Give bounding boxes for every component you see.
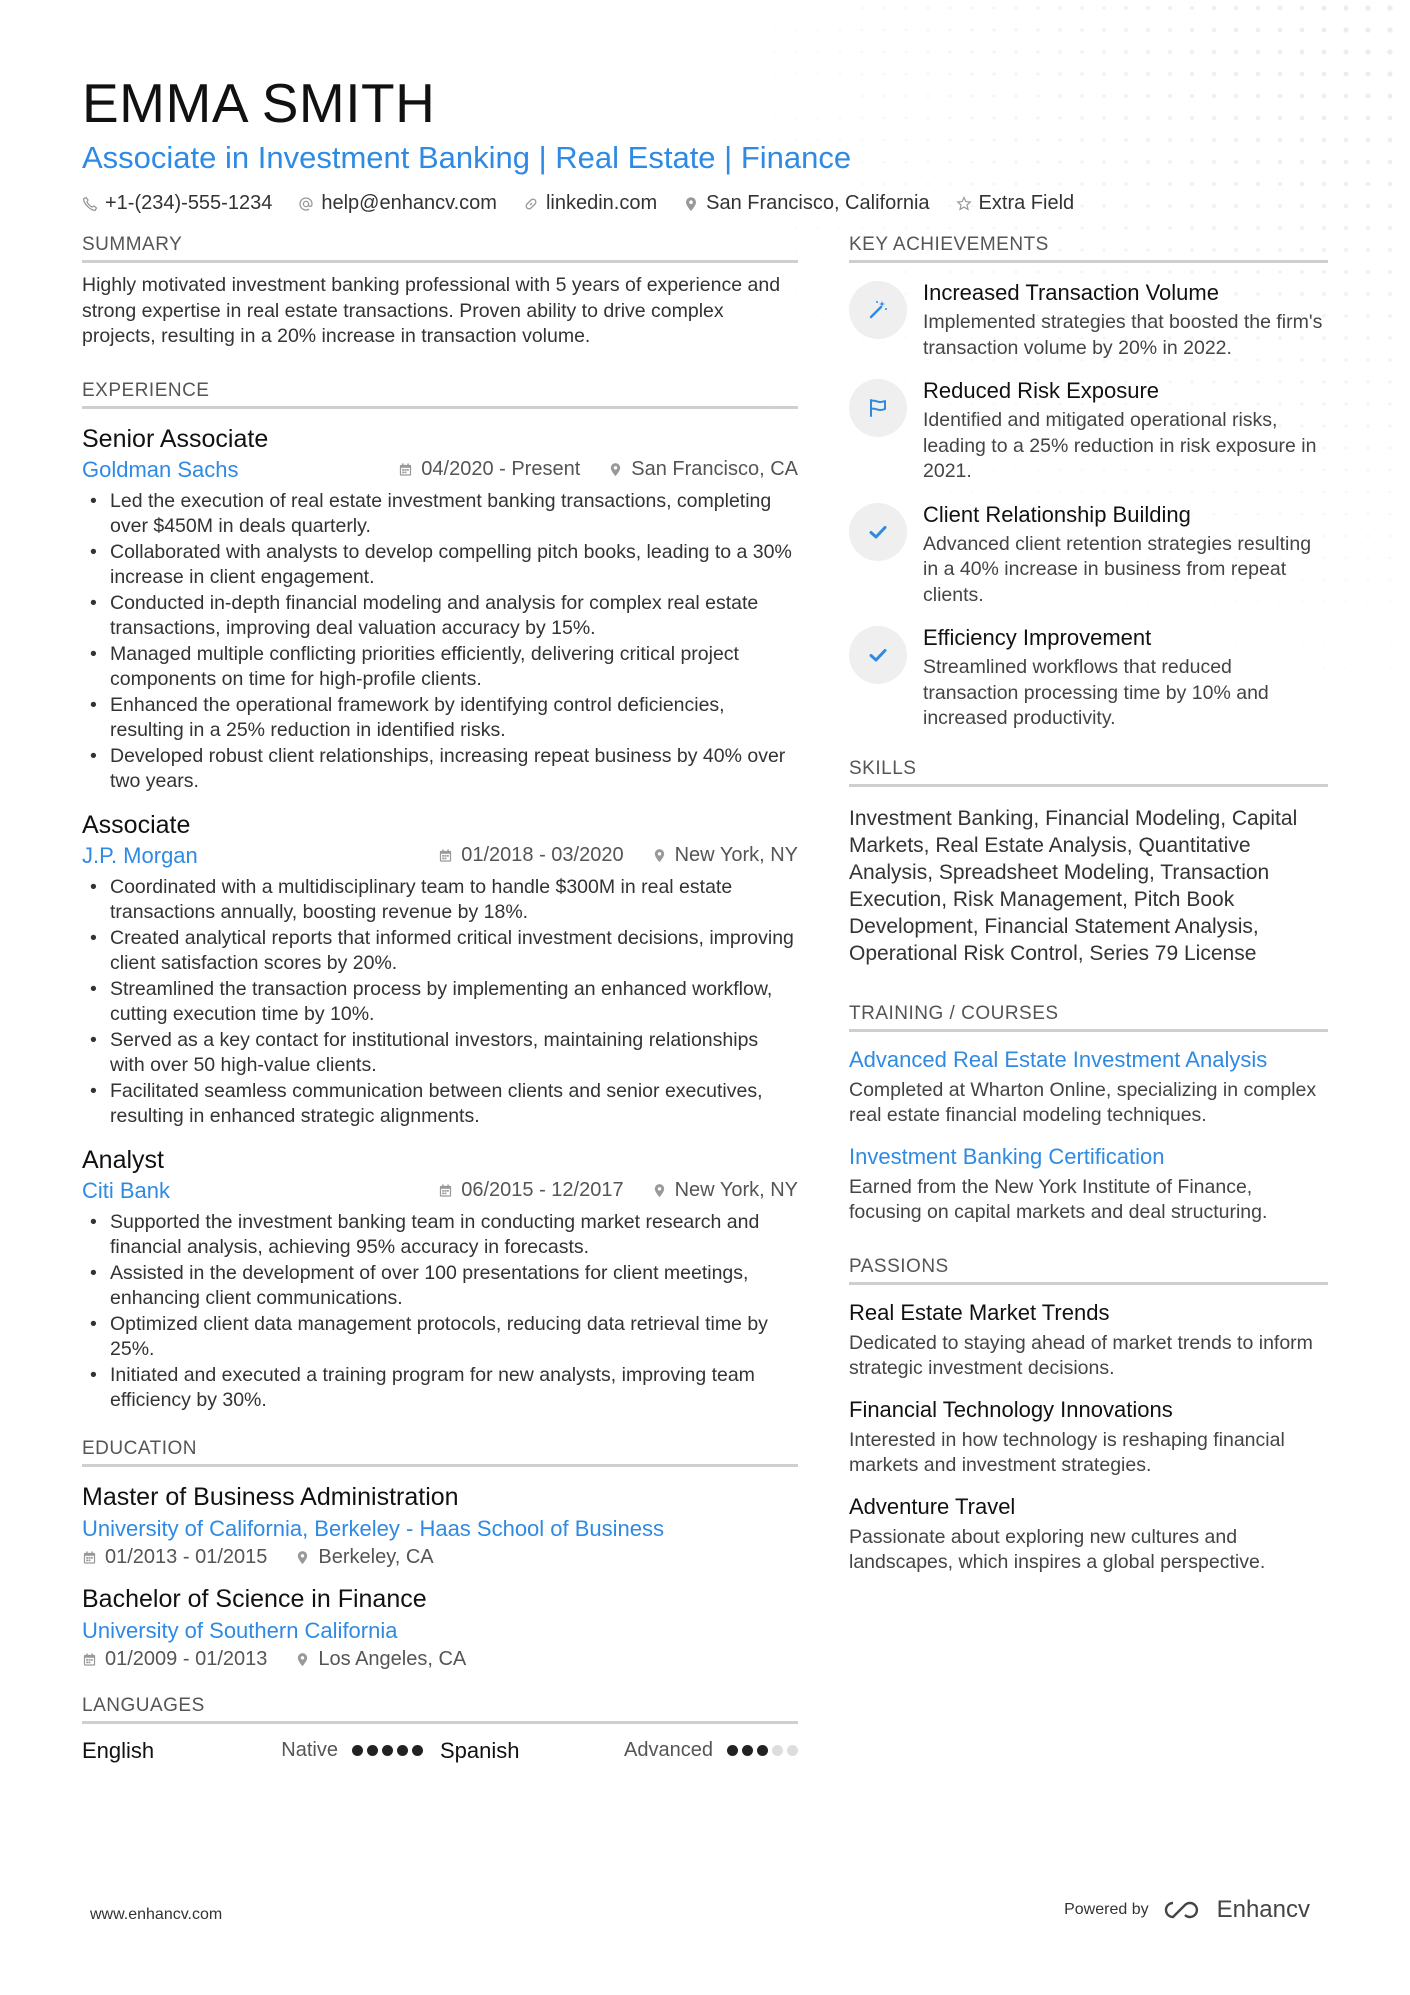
bullet-item: • Served as a key contact for institutional investors, maintaining relationships with over 50 high-value clients. [82, 1028, 798, 1079]
skills-section [849, 758, 1328, 967]
phone-icon [82, 196, 98, 212]
footer-website[interactable]: www.enhancv.com [90, 1906, 223, 1923]
passions-section [849, 1256, 1328, 1576]
course-item [849, 1046, 1328, 1129]
job-meta [82, 843, 798, 869]
experience-item [82, 1144, 798, 1414]
course-description: Completed at Wharton Online, specializing in complex real estate financial modeling techniques. [849, 1078, 1317, 1126]
education-location-text: Los Angeles, CA [318, 1647, 467, 1670]
education-location-text: Berkeley, CA [318, 1545, 434, 1568]
passion-title: Financial Technology Innovations [849, 1396, 1173, 1422]
job-location-text: New York, NY [674, 844, 798, 866]
language-name: Spanish [440, 1737, 520, 1763]
education-location [295, 1546, 433, 1569]
location-pin-icon [652, 1183, 667, 1198]
education-dates [82, 1546, 267, 1569]
section-title-languages: LANGUAGES [82, 1695, 798, 1724]
course-list [849, 1046, 1328, 1226]
achievement-body [923, 501, 1328, 609]
location-pin-icon [295, 1652, 310, 1667]
calendar-icon [82, 1550, 97, 1565]
education-item [82, 1481, 798, 1569]
achievement-icon-badge [849, 379, 907, 437]
job-meta [82, 1178, 798, 1204]
passion-list [849, 1299, 1328, 1576]
proficiency-dot [382, 1745, 393, 1756]
education-list [82, 1481, 798, 1671]
achievement-list [849, 279, 1328, 732]
proficiency-dots [727, 1745, 798, 1756]
job-dates [398, 458, 580, 481]
contact-phone[interactable]: +1-(234)-555-1234 [82, 192, 272, 215]
footer-powered-by [1064, 1896, 1310, 1924]
language-level: Native [281, 1739, 338, 1761]
language-list [82, 1738, 798, 1764]
achievement-item [849, 624, 1328, 732]
proficiency-dot [352, 1745, 363, 1756]
contact-linkedin[interactable]: linkedin.com [523, 192, 657, 215]
achievement-description: Identified and mitigated operational risks, leading to a 25% reduction in risk exposure in 2021. [923, 409, 1317, 482]
job-dates-text: 01/2018 - 03/2020 [461, 844, 624, 866]
achievement-description: Advanced client retention strategies resulting in a 40% increase in business from repeat clients. [923, 532, 1312, 606]
proficiency-dot [787, 1745, 798, 1756]
achievement-icon-badge [849, 503, 907, 561]
contact-extra: Extra Field [956, 192, 1075, 215]
enhancv-logo[interactable]: Enhancv [1163, 1896, 1310, 1924]
job-title: Associate [82, 810, 191, 839]
achievement-title: Efficiency Improvement [923, 625, 1152, 650]
company-name[interactable]: Citi Bank [82, 1177, 171, 1203]
education-location [295, 1648, 466, 1671]
bullet-item: • Initiated and executed a training program for new analysts, improving team efficiency by 30%. [82, 1363, 798, 1414]
achievement-item [849, 279, 1328, 361]
company-name[interactable]: Goldman Sachs [82, 456, 239, 482]
powered-by-label: Powered by [1064, 1901, 1149, 1918]
checkmark-icon [866, 520, 890, 544]
enhancv-logo-icon [1163, 1899, 1209, 1921]
language-item [82, 1738, 440, 1764]
job-location-text: New York, NY [674, 1179, 798, 1201]
passion-description: Passionate about exploring new cultures and landscapes, which inspires a global perspective. [849, 1525, 1266, 1573]
proficiency-dot [367, 1745, 378, 1756]
passion-item [849, 1299, 1328, 1382]
contact-email[interactable]: help@enhancv.com [298, 192, 497, 215]
bullet-item: • Streamlined the transaction process by implementing an enhanced workflow, cutting execution time by 10%. [82, 977, 798, 1028]
education-dates [82, 1648, 267, 1671]
company-name[interactable]: J.P. Morgan [82, 842, 198, 868]
language-name: English [82, 1737, 155, 1763]
bullet-item: • Enhanced the operational framework by identifying control deficiencies, resulting in a 25% reduction in identified risks. [82, 693, 798, 744]
bullet-item: • Managed multiple conflicting priorities efficiently, delivering critical project components on time for high-profile clients. [82, 642, 798, 693]
degree-title: Master of Business Administration [82, 1482, 459, 1511]
job-dates [438, 1179, 623, 1202]
achievement-icon-badge [849, 281, 907, 339]
headline: Associate in Investment Banking | Real Estate | Finance [82, 140, 852, 175]
bullet-item: • Led the execution of real estate investment banking transactions, completing over $450M in deals quarterly. [82, 489, 798, 540]
achievement-description: Implemented strategies that boosted the firm's transaction volume by 20% in 2022. [923, 311, 1323, 359]
section-title-achievements: KEY ACHIEVEMENTS [849, 234, 1328, 263]
course-title[interactable]: Investment Banking Certification [849, 1143, 1165, 1169]
calendar-icon [398, 462, 413, 477]
proficiency-dot [742, 1745, 753, 1756]
degree-title: Bachelor of Science in Finance [82, 1584, 427, 1613]
course-description: Earned from the New York Institute of Finance, focusing on capital markets and deal structuring. [849, 1175, 1268, 1223]
job-meta [82, 457, 798, 483]
achievement-body [923, 279, 1328, 361]
link-icon [523, 196, 539, 212]
proficiency-dots [352, 1745, 423, 1756]
bullet-item: • Conducted in-depth financial modeling and analysis for complex real estate transactions, improving deal valuation accuracy by 15%. [82, 591, 798, 642]
location-pin-icon [608, 462, 623, 477]
location-pin-icon [683, 196, 699, 212]
achievement-title: Increased Transaction Volume [923, 280, 1219, 305]
calendar-icon [82, 1652, 97, 1667]
passion-item [849, 1396, 1328, 1479]
bullet-item: • Coordinated with a multidisciplinary team to handle $300M in real estate transactions annually, boosting revenue by 18%. [82, 875, 798, 926]
proficiency-dot [397, 1745, 408, 1756]
proficiency-dot [772, 1745, 783, 1756]
bullet-item: • Optimized client data management protocols, reducing data retrieval time by 25%. [82, 1312, 798, 1363]
section-title-experience: EXPERIENCE [82, 380, 798, 409]
job-bullets [82, 875, 798, 1130]
achievement-body [923, 377, 1328, 485]
achievement-body [923, 624, 1328, 732]
language-item [440, 1738, 798, 1764]
school-name[interactable]: University of Southern California [82, 1617, 398, 1643]
proficiency-dot [757, 1745, 768, 1756]
job-meta-right [398, 458, 798, 481]
candidate-name: EMMA SMITH [82, 72, 436, 134]
bullet-item: • Supported the investment banking team in conducting market research and financial analysis, achieving 95% accuracy in forecasts. [82, 1210, 798, 1261]
job-location [608, 458, 798, 481]
job-title: Senior Associate [82, 424, 269, 453]
job-location-text: San Francisco, CA [631, 458, 798, 480]
experience-item [82, 809, 798, 1130]
education-dates-text: 01/2013 - 01/2015 [105, 1545, 268, 1568]
achievement-title: Reduced Risk Exposure [923, 378, 1160, 403]
summary-text: Highly motivated investment banking professional with 5 years of experience and strong expertise in real estate transactions. Proven ability to drive complex projects, resulting in a 20% increase in transaction volume. [82, 274, 781, 347]
languages-section [82, 1695, 798, 1764]
job-location [652, 844, 798, 867]
passion-description: Dedicated to staying ahead of market trends to inform strategic investment decisions. [849, 1331, 1313, 1379]
passion-title: Real Estate Market Trends [849, 1299, 1110, 1325]
passion-title: Adventure Travel [849, 1493, 1016, 1519]
proficiency-dot [412, 1745, 423, 1756]
contact-bar [82, 192, 1328, 215]
experience-list [82, 423, 798, 1414]
education-section [82, 1438, 798, 1671]
skills-text: Investment Banking, Financial Modeling, Capital Markets, Real Estate Analysis, Quantitative Analysis, Spreadsheet Modeling, Transaction Execution, Risk Management, Pitch Book Development, Financial Statement Analysis, Operational Risk Control, Series 79 License [849, 806, 1298, 965]
achievement-icon-badge [849, 626, 907, 684]
bullet-item: • Created analytical reports that informed critical investment decisions, improving client satisfaction scores by 20%. [82, 926, 798, 977]
passion-item [849, 1493, 1328, 1576]
achievement-description: Streamlined workflows that reduced transaction processing time by 10% and increased productivity. [923, 656, 1269, 729]
education-meta [82, 1648, 798, 1671]
at-icon [298, 196, 314, 212]
checkmark-icon [866, 643, 890, 667]
star-icon [956, 196, 972, 212]
course-title[interactable]: Advanced Real Estate Investment Analysis [849, 1046, 1268, 1072]
job-dates-text: 04/2020 - Present [421, 458, 581, 480]
contact-location: San Francisco, California [683, 192, 929, 215]
job-title: Analyst [82, 1145, 164, 1174]
school-name[interactable]: University of California, Berkeley - Haas School of Business [82, 1515, 665, 1541]
language-level: Advanced [624, 1739, 713, 1761]
job-bullets [82, 1210, 798, 1414]
training-section [849, 1003, 1328, 1226]
bullet-item: • Facilitated seamless communication between clients and senior executives, resulting in enhanced strategic alignments. [82, 1079, 798, 1130]
job-bullets [82, 489, 798, 795]
job-meta-right [438, 1179, 798, 1202]
course-item [849, 1143, 1328, 1226]
job-dates-text: 06/2015 - 12/2017 [461, 1179, 624, 1201]
proficiency-dot [727, 1745, 738, 1756]
bullet-item: • Developed robust client relationships, increasing repeat business by 40% over two years. [82, 744, 798, 795]
section-title-training: TRAINING / COURSES [849, 1003, 1328, 1032]
passion-description: Interested in how technology is reshaping financial markets and investment strategies. [849, 1428, 1285, 1476]
education-item [82, 1583, 798, 1671]
section-title-education: EDUCATION [82, 1438, 798, 1467]
section-title-passions: PASSIONS [849, 1256, 1328, 1285]
job-dates [438, 844, 623, 867]
education-meta [82, 1546, 798, 1569]
job-location [652, 1179, 798, 1202]
job-meta-right [438, 844, 798, 867]
achievement-title: Client Relationship Building [923, 501, 1191, 527]
calendar-icon [438, 848, 453, 863]
magic-wand-icon [866, 298, 890, 322]
experience-item [82, 423, 798, 795]
location-pin-icon [652, 848, 667, 863]
experience-section [82, 380, 798, 1414]
education-dates-text: 01/2009 - 01/2013 [105, 1647, 268, 1670]
calendar-icon [438, 1183, 453, 1198]
bullet-item: • Collaborated with analysts to develop compelling pitch books, leading to a 30% increase in client engagement. [82, 540, 798, 591]
bullet-item: • Assisted in the development of over 100 presentations for client meetings, enhancing client communications. [82, 1261, 798, 1312]
achievement-item [849, 501, 1328, 609]
achievements-section [849, 234, 1328, 732]
achievement-item [849, 377, 1328, 485]
section-title-skills: SKILLS [849, 758, 1328, 787]
section-title-summary: SUMMARY [82, 234, 798, 263]
flag-icon [866, 396, 890, 420]
location-pin-icon [295, 1550, 310, 1565]
summary-section [82, 234, 798, 350]
